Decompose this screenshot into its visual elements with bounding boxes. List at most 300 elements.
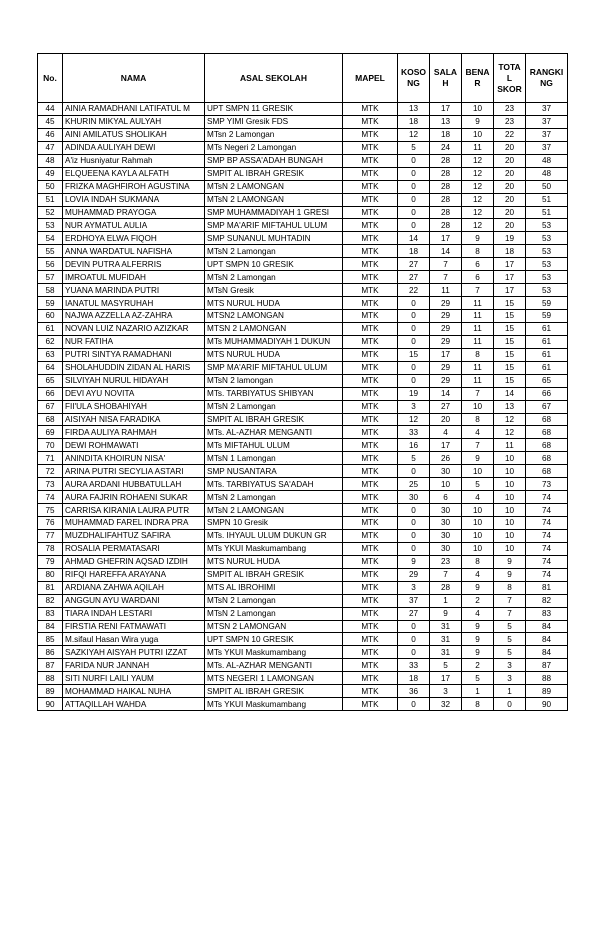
table-row bbox=[38, 478, 568, 491]
cell-kosong: 5 bbox=[398, 452, 430, 465]
table-row bbox=[38, 258, 568, 271]
cell-salah: 30 bbox=[430, 542, 462, 555]
cell-salah: 5 bbox=[430, 659, 462, 672]
cell-no: 51 bbox=[38, 193, 63, 206]
cell-benar: 10 bbox=[462, 517, 494, 530]
cell-nama: DEVI AYU NOVITA bbox=[63, 387, 205, 400]
cell-mapel: MTK bbox=[343, 607, 398, 620]
cell-total-skor: 5 bbox=[494, 620, 526, 633]
cell-kosong: 27 bbox=[398, 607, 430, 620]
cell-asal-sekolah: SMP MA'ARIF MIFTAHUL ULUM bbox=[205, 361, 343, 374]
cell-mapel: MTK bbox=[343, 103, 398, 116]
cell-total-skor: 10 bbox=[494, 529, 526, 542]
cell-no: 60 bbox=[38, 310, 63, 323]
cell-benar: 9 bbox=[462, 581, 494, 594]
cell-total-skor: 15 bbox=[494, 335, 526, 348]
cell-benar: 9 bbox=[462, 646, 494, 659]
cell-asal-sekolah: MTsN 2 Lamongan bbox=[205, 245, 343, 258]
cell-salah: 28 bbox=[430, 581, 462, 594]
cell-total-skor: 9 bbox=[494, 555, 526, 568]
cell-asal-sekolah: MTs. TARBIYATUS SA'ADAH bbox=[205, 478, 343, 491]
table-row bbox=[38, 542, 568, 555]
cell-mapel: MTK bbox=[343, 167, 398, 180]
cell-total-skor: 5 bbox=[494, 633, 526, 646]
header-asal-sekolah: ASAL SEKOLAH bbox=[205, 54, 343, 103]
cell-kosong: 19 bbox=[398, 387, 430, 400]
cell-asal-sekolah: MTsN 2 LAMONGAN bbox=[205, 504, 343, 517]
table-row bbox=[38, 452, 568, 465]
cell-mapel: MTK bbox=[343, 361, 398, 374]
cell-benar: 10 bbox=[462, 542, 494, 555]
cell-mapel: MTK bbox=[343, 258, 398, 271]
cell-benar: 10 bbox=[462, 504, 494, 517]
header-salah: SALA H bbox=[430, 54, 462, 103]
cell-benar: 10 bbox=[462, 400, 494, 413]
table-row bbox=[38, 672, 568, 685]
cell-mapel: MTK bbox=[343, 594, 398, 607]
cell-asal-sekolah: MTs. TARBIYATUS SHIBYAN bbox=[205, 387, 343, 400]
cell-nama: NUR AYMATUL AULIA bbox=[63, 219, 205, 232]
cell-total-skor: 1 bbox=[494, 685, 526, 698]
cell-nama: FII'ULA SHOBAHIYAH bbox=[63, 400, 205, 413]
cell-nama: FIRDA AULIYA RAHMAH bbox=[63, 426, 205, 439]
cell-mapel: MTK bbox=[343, 426, 398, 439]
cell-kosong: 0 bbox=[398, 633, 430, 646]
cell-kosong: 0 bbox=[398, 374, 430, 387]
cell-nama: FIRSTIA RENI FATMAWATI bbox=[63, 620, 205, 633]
cell-no: 52 bbox=[38, 206, 63, 219]
cell-benar: 11 bbox=[462, 322, 494, 335]
cell-salah: 10 bbox=[430, 478, 462, 491]
cell-mapel: MTK bbox=[343, 128, 398, 141]
cell-mapel: MTK bbox=[343, 374, 398, 387]
cell-nama: MUZDHALIFAHTUZ SAFIRA bbox=[63, 529, 205, 542]
cell-kosong: 0 bbox=[398, 167, 430, 180]
cell-mapel: MTK bbox=[343, 620, 398, 633]
table-row bbox=[38, 128, 568, 141]
cell-rangking: 59 bbox=[526, 297, 568, 310]
cell-mapel: MTK bbox=[343, 297, 398, 310]
table-row bbox=[38, 400, 568, 413]
table-row bbox=[38, 361, 568, 374]
cell-benar: 9 bbox=[462, 633, 494, 646]
cell-mapel: MTK bbox=[343, 310, 398, 323]
cell-mapel: MTK bbox=[343, 271, 398, 284]
cell-total-skor: 17 bbox=[494, 271, 526, 284]
cell-mapel: MTK bbox=[343, 400, 398, 413]
cell-benar: 8 bbox=[462, 245, 494, 258]
cell-no: 86 bbox=[38, 646, 63, 659]
cell-no: 58 bbox=[38, 284, 63, 297]
cell-asal-sekolah: MTs MUHAMMADIYAH 1 DUKUN bbox=[205, 335, 343, 348]
cell-asal-sekolah: MTs YKUI Maskumambang bbox=[205, 698, 343, 711]
cell-rangking: 68 bbox=[526, 465, 568, 478]
cell-nama: FARIDA NUR JANNAH bbox=[63, 659, 205, 672]
cell-no: 90 bbox=[38, 698, 63, 711]
cell-mapel: MTK bbox=[343, 491, 398, 504]
cell-rangking: 37 bbox=[526, 115, 568, 128]
cell-total-skor: 19 bbox=[494, 232, 526, 245]
cell-asal-sekolah: MTsN Gresik bbox=[205, 284, 343, 297]
cell-mapel: MTK bbox=[343, 348, 398, 361]
cell-nama: IANATUL MASYRUHAH bbox=[63, 297, 205, 310]
cell-no: 61 bbox=[38, 322, 63, 335]
cell-no: 56 bbox=[38, 258, 63, 271]
cell-kosong: 0 bbox=[398, 529, 430, 542]
cell-salah: 14 bbox=[430, 387, 462, 400]
cell-mapel: MTK bbox=[343, 322, 398, 335]
cell-asal-sekolah: MTs MIFTAHUL ULUM bbox=[205, 439, 343, 452]
cell-total-skor: 10 bbox=[494, 542, 526, 555]
cell-rangking: 50 bbox=[526, 180, 568, 193]
cell-mapel: MTK bbox=[343, 115, 398, 128]
cell-asal-sekolah: SMP YIMI Gresik FDS bbox=[205, 115, 343, 128]
cell-rangking: 68 bbox=[526, 439, 568, 452]
cell-rangking: 37 bbox=[526, 128, 568, 141]
table-row bbox=[38, 581, 568, 594]
cell-kosong: 12 bbox=[398, 413, 430, 426]
cell-benar: 12 bbox=[462, 206, 494, 219]
cell-nama: ROSALIA PERMATASARI bbox=[63, 542, 205, 555]
cell-no: 79 bbox=[38, 555, 63, 568]
cell-no: 62 bbox=[38, 335, 63, 348]
cell-no: 66 bbox=[38, 387, 63, 400]
cell-kosong: 0 bbox=[398, 646, 430, 659]
cell-kosong: 0 bbox=[398, 698, 430, 711]
cell-rangking: 88 bbox=[526, 672, 568, 685]
cell-nama: MUHAMMAD PRAYOGA bbox=[63, 206, 205, 219]
cell-asal-sekolah: UPT SMPN 10 GRESIK bbox=[205, 633, 343, 646]
table-row bbox=[38, 335, 568, 348]
cell-total-skor: 10 bbox=[494, 504, 526, 517]
cell-salah: 28 bbox=[430, 193, 462, 206]
table-row bbox=[38, 141, 568, 154]
cell-total-skor: 10 bbox=[494, 465, 526, 478]
cell-salah: 29 bbox=[430, 297, 462, 310]
cell-salah: 4 bbox=[430, 426, 462, 439]
cell-total-skor: 20 bbox=[494, 154, 526, 167]
cell-nama: ADINDA AULIYAH DEWI bbox=[63, 141, 205, 154]
cell-salah: 3 bbox=[430, 685, 462, 698]
cell-mapel: MTK bbox=[343, 659, 398, 672]
cell-mapel: MTK bbox=[343, 529, 398, 542]
cell-no: 87 bbox=[38, 659, 63, 672]
cell-nama: SITI NURFI LAILI YAUM bbox=[63, 672, 205, 685]
cell-mapel: MTK bbox=[343, 517, 398, 530]
cell-nama: ERDHOYA ELWA FIQOH bbox=[63, 232, 205, 245]
cell-no: 85 bbox=[38, 633, 63, 646]
cell-salah: 17 bbox=[430, 439, 462, 452]
cell-nama: ANNA WARDATUL NAFISHA bbox=[63, 245, 205, 258]
cell-total-skor: 18 bbox=[494, 245, 526, 258]
cell-asal-sekolah: SMP MA'ARIF MIFTAHUL ULUM bbox=[205, 219, 343, 232]
table-row bbox=[38, 374, 568, 387]
cell-no: 53 bbox=[38, 219, 63, 232]
cell-asal-sekolah: MTS NURUL HUDA bbox=[205, 297, 343, 310]
cell-total-skor: 20 bbox=[494, 219, 526, 232]
cell-total-skor: 17 bbox=[494, 258, 526, 271]
cell-kosong: 13 bbox=[398, 103, 430, 116]
cell-kosong: 0 bbox=[398, 465, 430, 478]
cell-asal-sekolah: MTs Negeri 2 Lamongan bbox=[205, 141, 343, 154]
table-row bbox=[38, 245, 568, 258]
table-row bbox=[38, 167, 568, 180]
cell-total-skor: 3 bbox=[494, 659, 526, 672]
cell-salah: 23 bbox=[430, 555, 462, 568]
cell-salah: 14 bbox=[430, 245, 462, 258]
cell-mapel: MTK bbox=[343, 633, 398, 646]
cell-total-skor: 10 bbox=[494, 478, 526, 491]
cell-rangking: 48 bbox=[526, 167, 568, 180]
ranking-table bbox=[37, 53, 568, 711]
cell-salah: 9 bbox=[430, 607, 462, 620]
cell-asal-sekolah: MTsn 2 Lamongan bbox=[205, 128, 343, 141]
cell-mapel: MTK bbox=[343, 284, 398, 297]
cell-nama: DEVIN PUTRA ALFERRIS bbox=[63, 258, 205, 271]
cell-nama: SAZKIYAH AISYAH PUTRI IZZAT bbox=[63, 646, 205, 659]
table-row bbox=[38, 284, 568, 297]
cell-benar: 9 bbox=[462, 452, 494, 465]
cell-benar: 7 bbox=[462, 439, 494, 452]
cell-nama: KHURIN MIKYAL AULYAH bbox=[63, 115, 205, 128]
cell-rangking: 53 bbox=[526, 258, 568, 271]
cell-rangking: 61 bbox=[526, 322, 568, 335]
cell-total-skor: 12 bbox=[494, 413, 526, 426]
table-row bbox=[38, 607, 568, 620]
table-row bbox=[38, 685, 568, 698]
cell-salah: 6 bbox=[430, 491, 462, 504]
cell-nama: ARINA PUTRI SECYLIA ASTARI bbox=[63, 465, 205, 478]
table-row bbox=[38, 555, 568, 568]
cell-mapel: MTK bbox=[343, 698, 398, 711]
cell-mapel: MTK bbox=[343, 219, 398, 232]
cell-nama: AINI AMILATUS SHOLIKAH bbox=[63, 128, 205, 141]
cell-salah: 29 bbox=[430, 310, 462, 323]
cell-benar: 10 bbox=[462, 128, 494, 141]
cell-kosong: 12 bbox=[398, 128, 430, 141]
table-row bbox=[38, 297, 568, 310]
table-row bbox=[38, 646, 568, 659]
cell-benar: 1 bbox=[462, 685, 494, 698]
cell-asal-sekolah: MTsN 2 Lamongan bbox=[205, 594, 343, 607]
cell-mapel: MTK bbox=[343, 245, 398, 258]
cell-mapel: MTK bbox=[343, 555, 398, 568]
cell-rangking: 51 bbox=[526, 206, 568, 219]
cell-rangking: 74 bbox=[526, 491, 568, 504]
cell-nama: SHOLAHUDDIN ZIDAN AL HARIS bbox=[63, 361, 205, 374]
cell-rangking: 81 bbox=[526, 581, 568, 594]
table-row bbox=[38, 504, 568, 517]
cell-salah: 17 bbox=[430, 232, 462, 245]
cell-salah: 1 bbox=[430, 594, 462, 607]
cell-total-skor: 15 bbox=[494, 374, 526, 387]
header-kosong: KOSO NG bbox=[398, 54, 430, 103]
cell-nama: TIARA INDAH LESTARI bbox=[63, 607, 205, 620]
cell-rangking: 84 bbox=[526, 620, 568, 633]
cell-rangking: 90 bbox=[526, 698, 568, 711]
cell-asal-sekolah: MTS NURUL HUDA bbox=[205, 555, 343, 568]
cell-no: 78 bbox=[38, 542, 63, 555]
cell-nama: AURA FAJRIN ROHAENI SUKAR bbox=[63, 491, 205, 504]
cell-total-skor: 10 bbox=[494, 491, 526, 504]
cell-asal-sekolah: SMPIT AL IBRAH GRESIK bbox=[205, 413, 343, 426]
cell-no: 83 bbox=[38, 607, 63, 620]
cell-salah: 13 bbox=[430, 115, 462, 128]
cell-nama: MOHAMMAD HAIKAL NUHA bbox=[63, 685, 205, 698]
cell-total-skor: 11 bbox=[494, 439, 526, 452]
cell-total-skor: 15 bbox=[494, 361, 526, 374]
header-rangking: RANGKI NG bbox=[526, 54, 568, 103]
cell-total-skor: 5 bbox=[494, 646, 526, 659]
cell-mapel: MTK bbox=[343, 413, 398, 426]
cell-no: 55 bbox=[38, 245, 63, 258]
cell-rangking: 53 bbox=[526, 245, 568, 258]
cell-kosong: 18 bbox=[398, 245, 430, 258]
cell-nama: ELQUEENA KAYLA ALFATH bbox=[63, 167, 205, 180]
cell-no: 64 bbox=[38, 361, 63, 374]
cell-benar: 12 bbox=[462, 219, 494, 232]
cell-salah: 17 bbox=[430, 103, 462, 116]
cell-total-skor: 20 bbox=[494, 141, 526, 154]
cell-salah: 28 bbox=[430, 154, 462, 167]
table-row bbox=[38, 517, 568, 530]
cell-no: 71 bbox=[38, 452, 63, 465]
cell-kosong: 15 bbox=[398, 348, 430, 361]
header-mapel: MAPEL bbox=[343, 54, 398, 103]
cell-benar: 9 bbox=[462, 232, 494, 245]
cell-asal-sekolah: MTsN 2 LAMONGAN bbox=[205, 193, 343, 206]
cell-asal-sekolah: SMPIT AL IBRAH GRESIK bbox=[205, 685, 343, 698]
cell-kosong: 14 bbox=[398, 232, 430, 245]
cell-kosong: 16 bbox=[398, 439, 430, 452]
cell-benar: 12 bbox=[462, 167, 494, 180]
cell-salah: 31 bbox=[430, 646, 462, 659]
table-row bbox=[38, 271, 568, 284]
cell-kosong: 29 bbox=[398, 568, 430, 581]
cell-kosong: 0 bbox=[398, 193, 430, 206]
cell-benar: 11 bbox=[462, 297, 494, 310]
cell-benar: 7 bbox=[462, 284, 494, 297]
cell-total-skor: 10 bbox=[494, 517, 526, 530]
cell-mapel: MTK bbox=[343, 180, 398, 193]
cell-no: 74 bbox=[38, 491, 63, 504]
cell-asal-sekolah: MTs. AL-AZHAR MENGANTI bbox=[205, 426, 343, 439]
cell-mapel: MTK bbox=[343, 568, 398, 581]
cell-total-skor: 12 bbox=[494, 426, 526, 439]
cell-total-skor: 15 bbox=[494, 310, 526, 323]
cell-rangking: 53 bbox=[526, 219, 568, 232]
cell-benar: 8 bbox=[462, 555, 494, 568]
cell-benar: 11 bbox=[462, 335, 494, 348]
cell-no: 73 bbox=[38, 478, 63, 491]
cell-no: 65 bbox=[38, 374, 63, 387]
table-row bbox=[38, 529, 568, 542]
cell-benar: 2 bbox=[462, 659, 494, 672]
cell-nama: SILVIYAH NURUL HIDAYAH bbox=[63, 374, 205, 387]
cell-benar: 4 bbox=[462, 426, 494, 439]
table-row bbox=[38, 154, 568, 167]
cell-benar: 4 bbox=[462, 491, 494, 504]
cell-asal-sekolah: SMP BP ASSA'ADAH BUNGAH bbox=[205, 154, 343, 167]
cell-kosong: 37 bbox=[398, 594, 430, 607]
cell-salah: 30 bbox=[430, 504, 462, 517]
cell-asal-sekolah: MTsN 2 LAMONGAN bbox=[205, 180, 343, 193]
cell-rangking: 37 bbox=[526, 103, 568, 116]
cell-nama: AHMAD GHEFRIN AQSAD IZDIH bbox=[63, 555, 205, 568]
cell-no: 69 bbox=[38, 426, 63, 439]
cell-rangking: 61 bbox=[526, 348, 568, 361]
cell-salah: 28 bbox=[430, 219, 462, 232]
cell-mapel: MTK bbox=[343, 439, 398, 452]
header-total-skor: TOTA L SKOR bbox=[494, 54, 526, 103]
cell-rangking: 65 bbox=[526, 374, 568, 387]
cell-salah: 29 bbox=[430, 361, 462, 374]
cell-asal-sekolah: MTsN 2 Lamongan bbox=[205, 607, 343, 620]
cell-rangking: 37 bbox=[526, 141, 568, 154]
cell-nama: NUR FATIHA bbox=[63, 335, 205, 348]
cell-nama: AINIA RAMADHANI LATIFATUL M bbox=[63, 103, 205, 116]
cell-asal-sekolah: MTSN 2 LAMONGAN bbox=[205, 620, 343, 633]
cell-asal-sekolah: SMPIT AL IBRAH GRESIK bbox=[205, 568, 343, 581]
cell-total-skor: 9 bbox=[494, 568, 526, 581]
cell-nama: FRIZKA MAGHFIROH AGUSTINA bbox=[63, 180, 205, 193]
cell-total-skor: 3 bbox=[494, 672, 526, 685]
cell-nama: A'iz Husniyatur Rahmah bbox=[63, 154, 205, 167]
cell-asal-sekolah: MTSN2 LAMONGAN bbox=[205, 310, 343, 323]
cell-rangking: 74 bbox=[526, 542, 568, 555]
cell-total-skor: 15 bbox=[494, 322, 526, 335]
cell-total-skor: 20 bbox=[494, 167, 526, 180]
cell-benar: 9 bbox=[462, 115, 494, 128]
cell-mapel: MTK bbox=[343, 542, 398, 555]
cell-asal-sekolah: MTs. IHYAUL ULUM DUKUN GR bbox=[205, 529, 343, 542]
cell-mapel: MTK bbox=[343, 452, 398, 465]
cell-mapel: MTK bbox=[343, 646, 398, 659]
table-row bbox=[38, 491, 568, 504]
cell-no: 57 bbox=[38, 271, 63, 284]
table-row bbox=[38, 180, 568, 193]
cell-salah: 28 bbox=[430, 180, 462, 193]
cell-total-skor: 13 bbox=[494, 400, 526, 413]
cell-rangking: 68 bbox=[526, 426, 568, 439]
table-row bbox=[38, 219, 568, 232]
table-row bbox=[38, 115, 568, 128]
table-row bbox=[38, 348, 568, 361]
table-row bbox=[38, 413, 568, 426]
table-row bbox=[38, 387, 568, 400]
cell-rangking: 74 bbox=[526, 529, 568, 542]
cell-nama: NAJWA AZZELLA AZ-ZAHRA bbox=[63, 310, 205, 323]
table-body bbox=[38, 103, 568, 711]
cell-nama: AISIYAH NISA FARADIKA bbox=[63, 413, 205, 426]
cell-no: 68 bbox=[38, 413, 63, 426]
cell-benar: 5 bbox=[462, 672, 494, 685]
cell-benar: 10 bbox=[462, 529, 494, 542]
cell-mapel: MTK bbox=[343, 141, 398, 154]
cell-benar: 10 bbox=[462, 465, 494, 478]
cell-mapel: MTK bbox=[343, 335, 398, 348]
cell-nama: CARRISA KIRANIA LAURA PUTR bbox=[63, 504, 205, 517]
cell-total-skor: 23 bbox=[494, 103, 526, 116]
cell-no: 70 bbox=[38, 439, 63, 452]
ranking-document bbox=[37, 53, 567, 711]
cell-rangking: 74 bbox=[526, 555, 568, 568]
cell-mapel: MTK bbox=[343, 478, 398, 491]
cell-asal-sekolah: MTsN 2 Lamongan bbox=[205, 271, 343, 284]
cell-benar: 12 bbox=[462, 193, 494, 206]
table-row bbox=[38, 322, 568, 335]
table-row bbox=[38, 698, 568, 711]
